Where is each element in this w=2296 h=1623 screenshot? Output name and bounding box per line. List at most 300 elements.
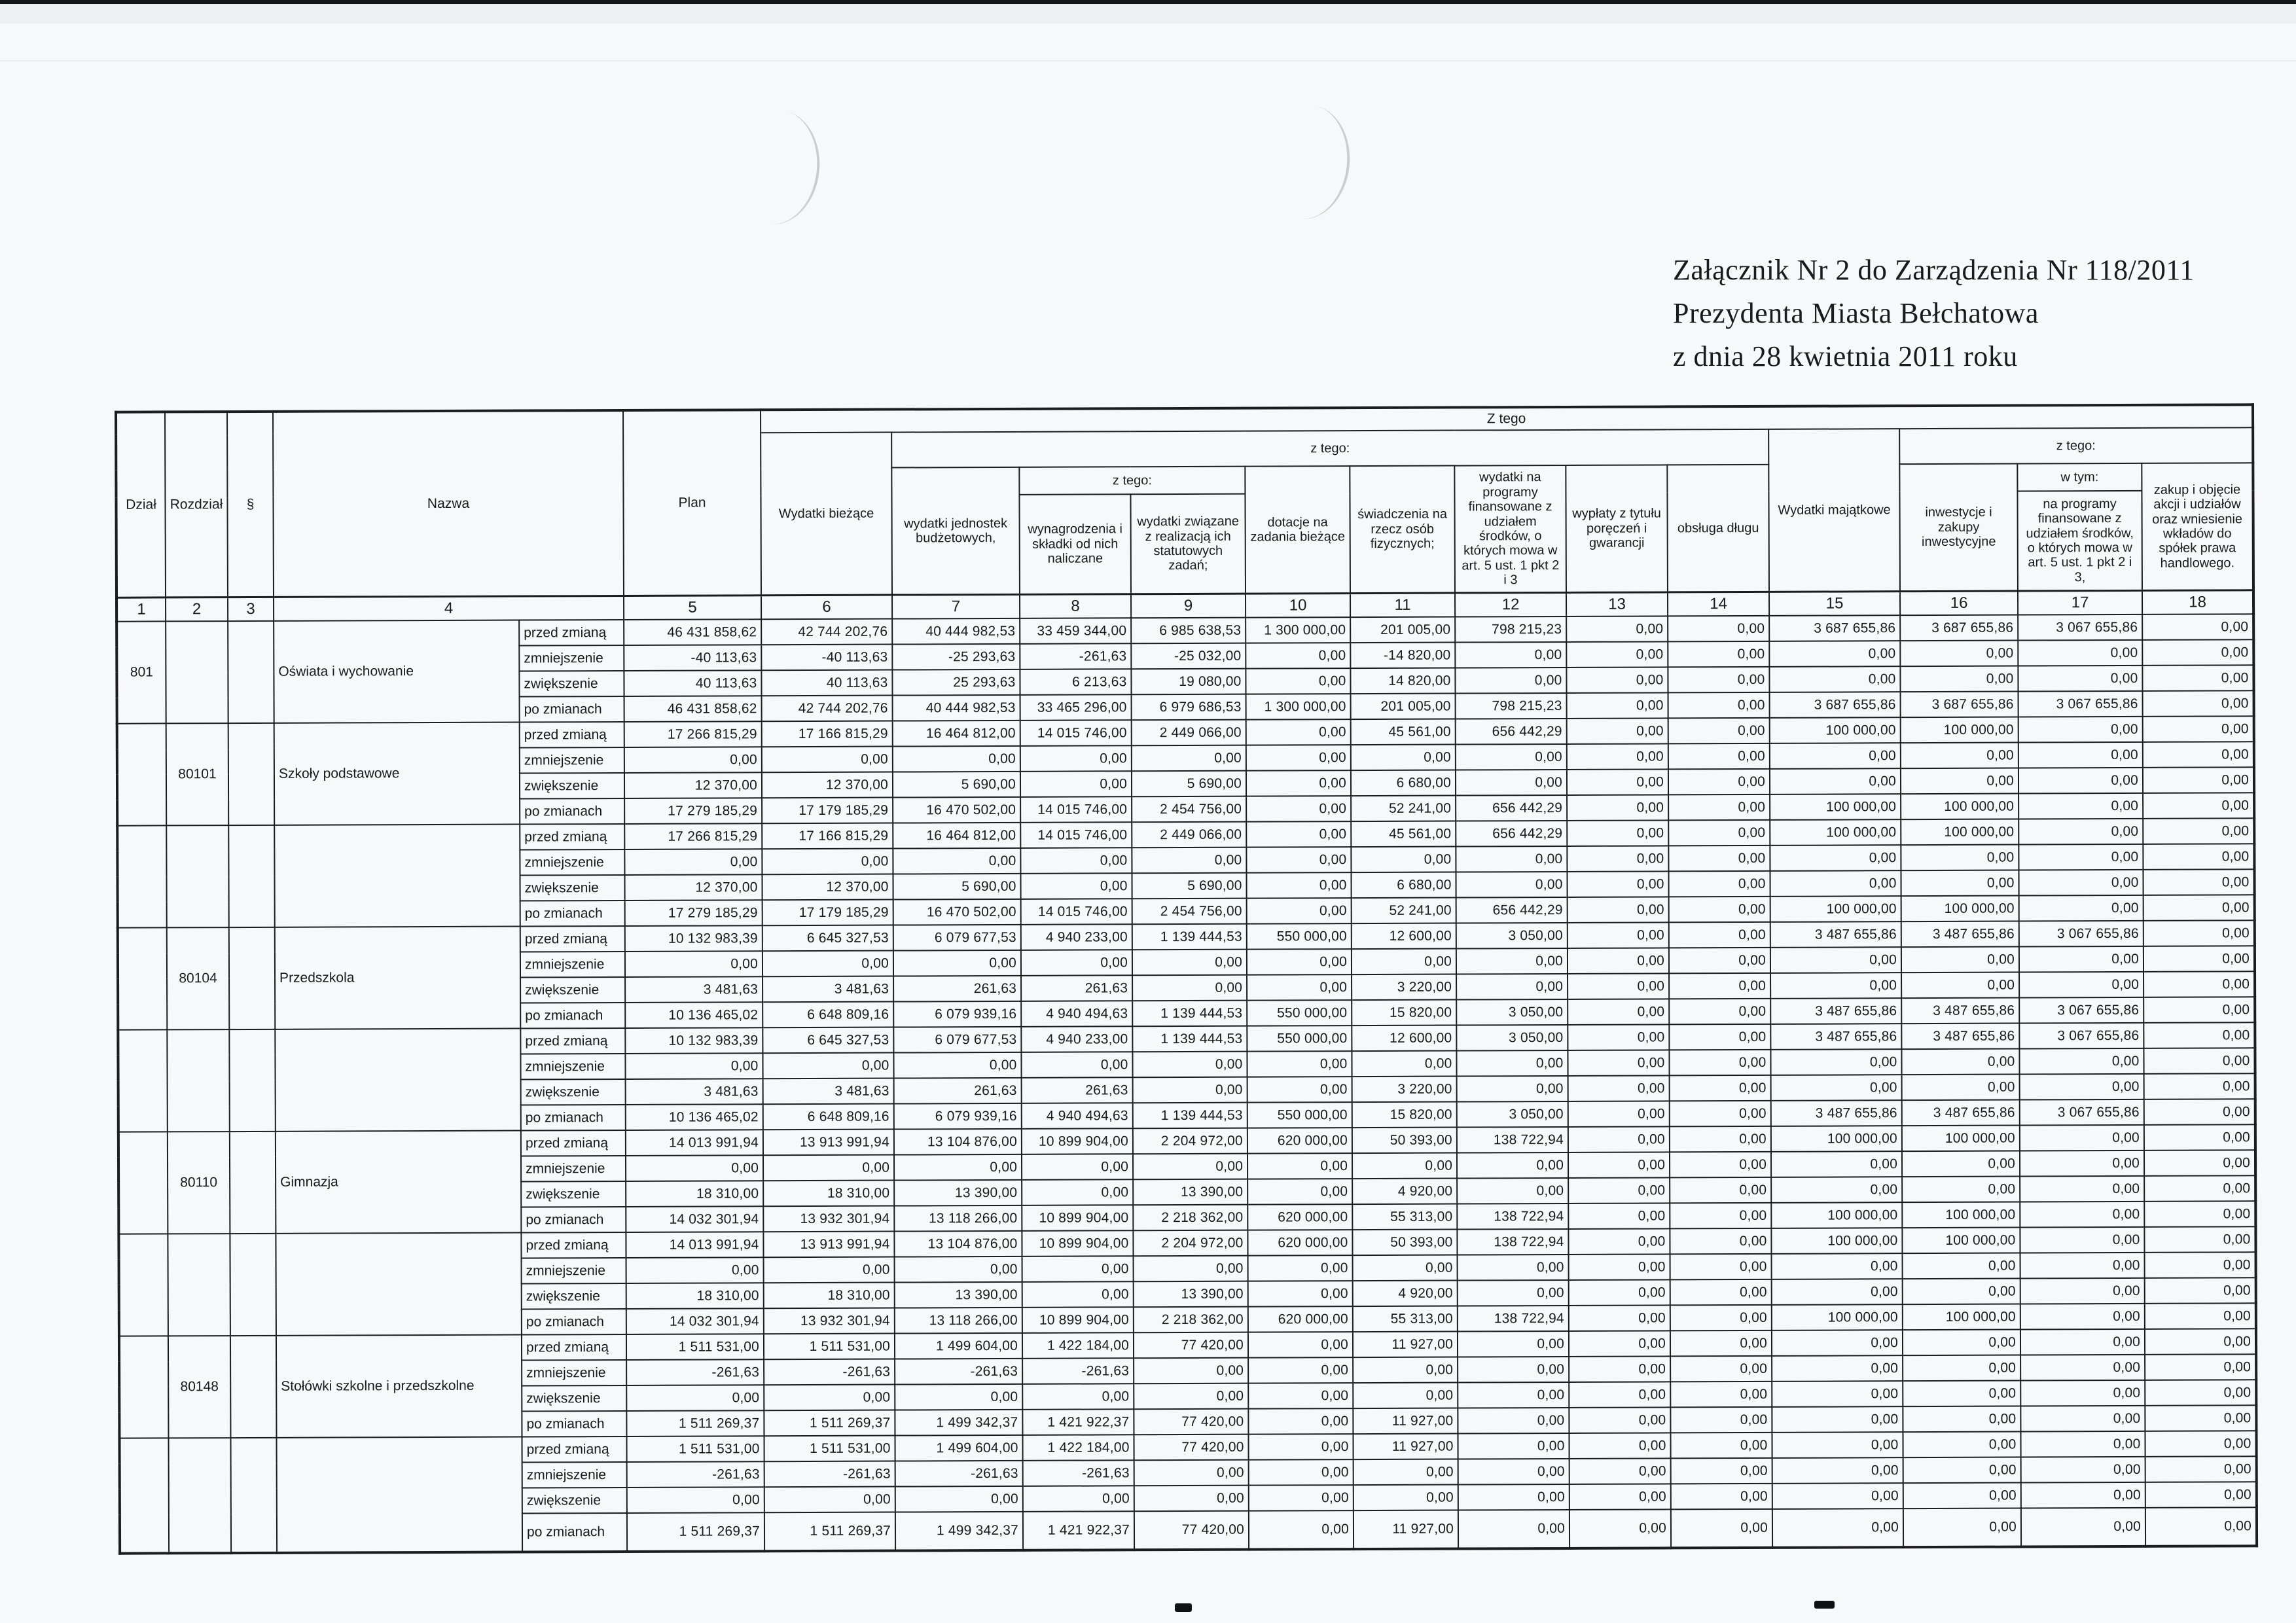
row-type-label: zmniejszenie xyxy=(521,1156,626,1182)
value-cell: 0,00 xyxy=(1569,1330,1670,1357)
row-type-label: przed zmianą xyxy=(521,1232,626,1258)
title-line-2: Prezydenta Miasta Bełchatowa xyxy=(1673,297,2039,329)
header-programy-majatkowe: na programy finansowane z udziałem środków, o których mowa w art. 5 ust. 1 pkt 2 i 3, xyxy=(2017,491,2142,591)
value-cell: 620 000,00 xyxy=(1247,1230,1352,1256)
group-nazwa-cell xyxy=(274,825,520,927)
value-cell: 3 220,00 xyxy=(1352,974,1456,1001)
value-cell: 0,00 xyxy=(1457,1076,1568,1102)
value-cell: 33 465 296,00 xyxy=(1020,694,1132,721)
header-wydatki-statutowe: wydatki związane z realizacją ich statutowych zadań; xyxy=(1130,494,1246,594)
value-cell: 201 005,00 xyxy=(1350,617,1455,643)
value-cell: 100 000,00 xyxy=(1902,1126,2020,1152)
value-cell: 0,00 xyxy=(2143,741,2254,768)
value-cell: 0,00 xyxy=(1670,1177,1771,1204)
value-cell: 0,00 xyxy=(1022,1383,1134,1410)
value-cell: 0,00 xyxy=(1772,1483,1903,1509)
value-cell: 17 166 815,29 xyxy=(762,721,893,747)
value-cell: 1 511 531,00 xyxy=(627,1436,764,1462)
value-cell: 0,00 xyxy=(1668,769,1770,795)
value-cell: 40 444 982,53 xyxy=(893,695,1020,721)
value-cell: 0,00 xyxy=(1020,771,1132,797)
value-cell: 14 032 301,94 xyxy=(626,1308,764,1334)
value-cell: 0,00 xyxy=(1567,820,1668,846)
group-paragraf-cell xyxy=(230,1132,276,1234)
value-cell: 0,00 xyxy=(2142,614,2253,640)
value-cell: 0,00 xyxy=(1352,1051,1456,1077)
value-cell: 0,00 xyxy=(1570,1509,1671,1548)
value-cell: 0,00 xyxy=(1566,616,1668,642)
value-cell: 0,00 xyxy=(1902,1177,2020,1203)
group-rozdzial-cell xyxy=(167,1029,230,1132)
value-cell: 5 690,00 xyxy=(893,772,1020,798)
row-type-label: po zmianach xyxy=(520,1003,625,1029)
value-cell: 0,00 xyxy=(1569,1407,1670,1433)
group-paragraf-cell xyxy=(228,825,275,927)
value-cell: 6 079 677,53 xyxy=(893,1027,1021,1053)
document-title xyxy=(1673,249,2275,378)
value-cell: 6 079 677,53 xyxy=(893,925,1021,951)
value-cell: 798 215,23 xyxy=(1456,693,1567,719)
header-z-tego: Z tego xyxy=(761,404,2253,433)
col-number: 17 xyxy=(2018,590,2142,615)
group-rozdzial-cell xyxy=(168,1234,230,1336)
value-cell: 0,00 xyxy=(1456,744,1567,770)
value-cell: 0,00 xyxy=(2144,1201,2255,1227)
value-cell: 19 080,00 xyxy=(1131,669,1246,695)
value-cell: 17 266 815,29 xyxy=(624,721,762,747)
value-cell: 0,00 xyxy=(2145,1405,2256,1431)
value-cell: 0,00 xyxy=(1569,1279,1670,1306)
value-cell: 0,00 xyxy=(1352,949,1456,975)
value-cell: -261,63 xyxy=(627,1461,764,1488)
value-cell: 0,00 xyxy=(2020,1431,2145,1457)
value-cell: 1 511 531,00 xyxy=(764,1334,895,1360)
value-cell: 0,00 xyxy=(895,1384,1022,1410)
row-type-label: po zmianach xyxy=(520,696,624,722)
value-cell: 0,00 xyxy=(2020,1329,2145,1355)
value-cell: 0,00 xyxy=(1456,974,1568,1000)
value-cell: 0,00 xyxy=(1456,1050,1568,1077)
value-cell: 0,00 xyxy=(1770,743,1901,769)
group-paragraf-cell xyxy=(229,927,276,1029)
title-line-3: z dnia 28 kwietnia 2011 roku xyxy=(1673,340,2018,372)
value-cell: 17 279 185,29 xyxy=(625,900,762,926)
col-number: 13 xyxy=(1566,592,1668,616)
table-header xyxy=(116,404,2253,621)
value-cell: 17 279 185,29 xyxy=(624,798,762,824)
value-cell: 0,00 xyxy=(1134,1486,1249,1512)
value-cell: 0,00 xyxy=(1248,1357,1353,1383)
value-cell: 52 241,00 xyxy=(1351,796,1456,822)
row-type-label: zmniejszenie xyxy=(522,1360,626,1386)
value-cell: 0,00 xyxy=(2020,1125,2144,1151)
value-cell: 46 431 858,62 xyxy=(624,696,762,722)
value-cell: 1 139 444,53 xyxy=(1132,1026,1247,1052)
value-cell: 6 680,00 xyxy=(1351,770,1456,796)
value-cell: 0,00 xyxy=(1457,1178,1568,1204)
value-cell: 0,00 xyxy=(1022,1179,1133,1205)
value-cell: 100 000,00 xyxy=(1770,717,1901,743)
value-cell: 6 985 638,53 xyxy=(1131,618,1246,644)
value-cell: 13 932 301,94 xyxy=(764,1308,895,1334)
value-cell: 3 067 655,86 xyxy=(2019,1023,2144,1049)
value-cell: 6 079 939,16 xyxy=(893,1001,1021,1027)
value-cell: 0,00 xyxy=(1772,1432,1903,1458)
value-cell: 0,00 xyxy=(1668,692,1770,719)
group-paragraf-cell xyxy=(228,621,274,723)
row-type-label: zmniejszenie xyxy=(520,747,624,774)
value-cell: 0,00 xyxy=(762,1053,893,1079)
value-cell: 3 487 655,86 xyxy=(1902,1100,2020,1126)
value-cell: 0,00 xyxy=(2143,767,2254,793)
value-cell: 0,00 xyxy=(1770,1049,1901,1075)
value-cell: 16 470 502,00 xyxy=(893,899,1021,925)
value-cell: 0,00 xyxy=(1458,1382,1569,1408)
value-cell: 0,00 xyxy=(1020,745,1132,772)
value-cell: 0,00 xyxy=(1353,1383,1458,1409)
value-cell: 3 481,63 xyxy=(626,1079,763,1105)
value-cell: 100 000,00 xyxy=(1770,819,1901,846)
value-cell: 14 013 991,94 xyxy=(626,1232,763,1258)
row-type-label: przed zmianą xyxy=(520,824,624,850)
value-cell: 550 000,00 xyxy=(1247,1026,1352,1052)
row-type-label: zmniejszenie xyxy=(519,645,624,671)
value-cell: 0,00 xyxy=(2018,640,2142,666)
row-type-label: zmniejszenie xyxy=(520,1054,625,1080)
value-cell: 42 744 202,76 xyxy=(761,619,892,645)
value-cell: 0,00 xyxy=(1668,667,1769,693)
value-cell: 798 215,23 xyxy=(1455,616,1566,643)
col-number: 3 xyxy=(228,597,274,621)
group-nazwa-cell: Przedszkola xyxy=(275,927,521,1029)
value-cell: 0,00 xyxy=(2144,1150,2255,1176)
value-cell: 3 067 655,86 xyxy=(2018,691,2143,717)
header-swiadczenia: świadczenia na rzecz osób fizycznych; xyxy=(1350,466,1455,594)
value-cell: 0,00 xyxy=(1671,1509,1772,1548)
value-cell: 0,00 xyxy=(2020,1253,2145,1279)
value-cell: 0,00 xyxy=(626,1155,763,1181)
value-cell: 0,00 xyxy=(1903,1355,2020,1382)
value-cell: 100 000,00 xyxy=(1902,1228,2020,1254)
value-cell: 0,00 xyxy=(1566,641,1668,668)
value-cell: 12 600,00 xyxy=(1352,923,1456,950)
value-cell: 15 820,00 xyxy=(1352,1000,1456,1026)
value-cell: 0,00 xyxy=(1568,1152,1670,1178)
col-number: 11 xyxy=(1350,593,1455,617)
scan-bottom-mark xyxy=(1175,1603,1192,1612)
value-cell: 0,00 xyxy=(2018,844,2143,870)
value-cell: 3 050,00 xyxy=(1456,999,1568,1026)
col-number: 5 xyxy=(624,596,761,620)
value-cell: 0,00 xyxy=(1567,794,1668,821)
value-cell: 0,00 xyxy=(1772,1457,1903,1484)
value-cell: 261,63 xyxy=(1021,975,1132,1001)
value-cell: 3 487 655,86 xyxy=(1901,998,2019,1024)
group-rozdzial-cell xyxy=(166,825,229,927)
value-cell: 1 511 269,37 xyxy=(627,1512,764,1552)
value-cell: 5 690,00 xyxy=(1132,771,1246,797)
value-cell: 0,00 xyxy=(1568,922,1669,948)
value-cell: 0,00 xyxy=(1568,1101,1670,1127)
row-type-label: zwiększenie xyxy=(521,1079,626,1105)
value-cell: -261,63 xyxy=(895,1461,1023,1487)
value-cell: 201 005,00 xyxy=(1351,694,1456,720)
value-cell: 100 000,00 xyxy=(1901,896,2019,922)
value-cell: 14 015 746,00 xyxy=(1020,796,1132,823)
scan-edge-band xyxy=(0,4,2296,24)
value-cell: 0,00 xyxy=(1769,666,1900,692)
group-paragraf-cell xyxy=(230,1438,277,1553)
value-cell: 4 940 233,00 xyxy=(1021,924,1132,950)
value-cell: 0,00 xyxy=(1569,1254,1670,1280)
value-cell: -14 820,00 xyxy=(1350,643,1455,669)
value-cell: 0,00 xyxy=(2143,716,2254,742)
value-cell: 15 820,00 xyxy=(1352,1102,1457,1128)
value-cell: 0,00 xyxy=(1900,641,2018,667)
header-plan: Plan xyxy=(623,410,761,596)
value-cell: -261,63 xyxy=(1022,1358,1134,1384)
group-rozdzial-cell: 80148 xyxy=(168,1336,231,1438)
value-cell: 0,00 xyxy=(894,1154,1022,1181)
header-wydatki-majatkowe: Wydatki majątkowe xyxy=(1768,429,1900,592)
value-cell: 0,00 xyxy=(1901,1049,2019,1075)
value-cell: 0,00 xyxy=(2143,869,2254,895)
value-cell: -261,63 xyxy=(895,1359,1022,1385)
value-cell: 0,00 xyxy=(1668,641,1769,668)
value-cell: 0,00 xyxy=(1353,1255,1458,1281)
value-cell: 0,00 xyxy=(1670,1101,1771,1127)
row-type-label: po zmianach xyxy=(522,1309,626,1335)
value-cell: 0,00 xyxy=(2018,717,2143,743)
value-cell: 0,00 xyxy=(2145,1303,2256,1329)
value-cell: 0,00 xyxy=(1132,847,1246,874)
group-paragraf-cell xyxy=(229,1029,276,1132)
value-cell: 0,00 xyxy=(2143,690,2254,717)
value-cell: 100 000,00 xyxy=(1771,1202,1902,1228)
value-cell: 0,00 xyxy=(1246,847,1351,873)
value-cell: 550 000,00 xyxy=(1247,1000,1352,1026)
value-cell: 2 454 756,00 xyxy=(1132,899,1247,925)
scan-faint-line xyxy=(0,60,2296,62)
value-cell: 11 927,00 xyxy=(1353,1332,1458,1358)
value-cell: 1 511 269,37 xyxy=(764,1410,895,1436)
value-cell: 0,00 xyxy=(1670,1075,1771,1101)
value-cell: 0,00 xyxy=(2020,1202,2144,1228)
value-cell: 620 000,00 xyxy=(1248,1306,1353,1332)
value-cell: 550 000,00 xyxy=(1247,923,1352,950)
value-cell: -261,63 xyxy=(764,1359,895,1385)
value-cell: 0,00 xyxy=(1020,847,1132,874)
value-cell: 12 370,00 xyxy=(625,874,762,901)
value-cell: 3 487 655,86 xyxy=(1771,1100,1902,1126)
value-cell: 261,63 xyxy=(893,976,1021,1002)
header-obsluga-dlugu: obsługa długu xyxy=(1667,465,1769,592)
value-cell: 0,00 xyxy=(1668,743,1770,770)
row-type-label: zwiększenie xyxy=(520,773,624,799)
group-rozdzial-cell xyxy=(168,1438,231,1553)
value-cell: 1 139 444,53 xyxy=(1132,924,1247,950)
row-type-label: po zmianach xyxy=(521,1207,626,1233)
value-cell: 100 000,00 xyxy=(1902,1202,2020,1228)
value-cell: 0,00 xyxy=(2144,1099,2255,1125)
value-cell: 0,00 xyxy=(1901,972,2019,999)
value-cell: 0,00 xyxy=(1568,1228,1670,1255)
value-cell: 16 464 812,00 xyxy=(893,823,1020,849)
value-cell: 100 000,00 xyxy=(1901,794,2018,820)
value-cell: 12 370,00 xyxy=(762,874,893,901)
value-cell: 6 213,63 xyxy=(1020,669,1131,695)
value-cell: 0,00 xyxy=(1772,1355,1903,1382)
row-type-label: przed zmianą xyxy=(522,1334,626,1361)
value-cell: 0,00 xyxy=(1570,1458,1671,1484)
value-cell: 100 000,00 xyxy=(1901,717,2018,743)
col-number: 15 xyxy=(1769,592,1900,616)
value-cell: 10 132 983,39 xyxy=(625,925,762,952)
value-cell: 0,00 xyxy=(1456,948,1568,974)
value-cell: 0,00 xyxy=(1568,1203,1670,1229)
value-cell: 0,00 xyxy=(2144,1048,2255,1074)
row-type-label: zwiększenie xyxy=(520,977,625,1003)
value-cell: 0,00 xyxy=(1021,873,1132,899)
row-type-label: po zmianach xyxy=(520,901,625,927)
value-cell: 0,00 xyxy=(1458,1331,1569,1357)
value-cell: 40 113,63 xyxy=(761,670,892,696)
value-cell: 4 920,00 xyxy=(1353,1281,1458,1307)
value-cell: 0,00 xyxy=(2021,1457,2145,1483)
value-cell: 0,00 xyxy=(2145,1252,2256,1278)
value-cell: 2 449 066,00 xyxy=(1132,822,1246,848)
value-cell: 0,00 xyxy=(1903,1457,2021,1484)
value-cell: 0,00 xyxy=(1772,1279,1903,1305)
value-cell: 0,00 xyxy=(2145,1431,2256,1457)
value-cell: 0,00 xyxy=(1903,1279,2020,1305)
value-cell: 0,00 xyxy=(1568,1050,1669,1076)
value-cell: 1 511 531,00 xyxy=(626,1334,764,1360)
value-cell: 0,00 xyxy=(1670,1305,1772,1331)
value-cell: 0,00 xyxy=(2143,844,2254,870)
value-cell: 3 687 655,86 xyxy=(1901,692,2018,718)
value-cell: 0,00 xyxy=(2145,1354,2256,1380)
value-cell: 0,00 xyxy=(1668,616,1769,642)
value-cell: 0,00 xyxy=(2144,1073,2255,1099)
value-cell: 0,00 xyxy=(893,1052,1021,1079)
value-cell: 10 132 983,39 xyxy=(625,1027,762,1054)
value-cell: 0,00 xyxy=(1022,1281,1134,1308)
value-cell: 46 431 858,62 xyxy=(624,619,761,645)
value-cell: 4 940 233,00 xyxy=(1021,1026,1132,1052)
value-cell: 0,00 xyxy=(1566,667,1668,693)
value-cell: 0,00 xyxy=(1455,642,1566,668)
value-cell: 0,00 xyxy=(2020,1176,2144,1202)
scan-artifact-curve xyxy=(1256,100,1355,223)
value-cell: 0,00 xyxy=(1456,846,1567,872)
value-cell: 0,00 xyxy=(1354,1459,1458,1486)
value-cell: 17 266 815,29 xyxy=(624,823,762,849)
value-cell: 0,00 xyxy=(1570,1484,1671,1510)
value-cell: 3 050,00 xyxy=(1456,923,1568,949)
row-type-label: zmniejszenie xyxy=(522,1258,626,1284)
value-cell: 0,00 xyxy=(626,1385,764,1411)
value-cell: 0,00 xyxy=(1568,1126,1670,1152)
value-cell: 3 687 655,86 xyxy=(1770,692,1901,718)
value-cell: 0,00 xyxy=(1670,1254,1772,1280)
group-nazwa-cell: Szkoły podstawowe xyxy=(274,722,520,825)
value-cell: 0,00 xyxy=(1458,1357,1569,1383)
value-cell: 0,00 xyxy=(2145,1380,2256,1406)
value-cell: 0,00 xyxy=(1132,745,1246,772)
value-cell: 0,00 xyxy=(1458,1255,1569,1281)
group-paragraf-cell xyxy=(230,1336,277,1438)
value-cell: 11 927,00 xyxy=(1353,1408,1458,1435)
value-cell: 1 139 444,53 xyxy=(1133,1103,1247,1129)
value-cell: 100 000,00 xyxy=(1770,794,1901,820)
value-cell: 0,00 xyxy=(1772,1253,1903,1279)
value-cell: 1 511 531,00 xyxy=(764,1436,895,1462)
value-cell: 25 293,63 xyxy=(892,669,1020,696)
col-number: 12 xyxy=(1455,592,1566,616)
value-cell: -25 293,63 xyxy=(892,644,1020,670)
value-cell: -261,63 xyxy=(626,1359,764,1385)
value-cell: 3 067 655,86 xyxy=(2018,615,2142,641)
value-cell: -261,63 xyxy=(764,1461,895,1488)
value-cell: 0,00 xyxy=(2145,1456,2257,1482)
value-cell: 6 645 327,53 xyxy=(762,925,893,952)
value-cell: 100 000,00 xyxy=(1770,896,1901,922)
value-cell: 0,00 xyxy=(1670,1433,1772,1459)
value-cell: 0,00 xyxy=(1670,1152,1771,1178)
value-cell: 4 920,00 xyxy=(1352,1179,1457,1205)
row-type-label: zwiększenie xyxy=(521,1181,626,1207)
group-rozdzial-cell: 80110 xyxy=(168,1132,230,1234)
value-cell: 0,00 xyxy=(1246,821,1351,847)
value-cell: 0,00 xyxy=(2018,666,2142,692)
value-cell: 0,00 xyxy=(1670,1330,1772,1357)
value-cell: 0,00 xyxy=(1246,668,1350,694)
value-cell: 13 390,00 xyxy=(894,1180,1022,1206)
value-cell: 0,00 xyxy=(2144,1226,2255,1253)
value-cell: 3 487 655,86 xyxy=(1770,1024,1901,1050)
row-type-label: zmniejszenie xyxy=(520,849,624,876)
value-cell: 40 113,63 xyxy=(624,670,761,696)
value-cell: 0,00 xyxy=(1567,846,1668,872)
value-cell: 6 680,00 xyxy=(1351,872,1456,899)
value-cell: 10 899 904,00 xyxy=(1022,1128,1133,1154)
value-cell: 0,00 xyxy=(1247,1077,1352,1103)
value-cell: 0,00 xyxy=(1247,898,1352,924)
row-type-label: przed zmianą xyxy=(520,1028,625,1054)
value-cell: 3 487 655,86 xyxy=(1901,921,2019,948)
value-cell: 0,00 xyxy=(1458,1484,1570,1510)
value-cell: 0,00 xyxy=(1903,1406,2020,1433)
value-cell: 3 487 655,86 xyxy=(1770,998,1901,1024)
value-cell: 0,00 xyxy=(626,1257,764,1283)
value-cell: 0,00 xyxy=(2144,946,2255,972)
value-cell: 13 118 266,00 xyxy=(894,1205,1022,1232)
col-number: 14 xyxy=(1668,592,1769,616)
value-cell: 0,00 xyxy=(1668,794,1770,821)
value-cell: 0,00 xyxy=(1569,1433,1670,1459)
value-cell: 138 722,94 xyxy=(1457,1204,1568,1230)
value-cell: 0,00 xyxy=(2020,1355,2145,1381)
value-cell: 0,00 xyxy=(1772,1381,1903,1407)
value-cell: 0,00 xyxy=(1903,1483,2021,1509)
value-cell: 0,00 xyxy=(1246,796,1351,822)
value-cell: 0,00 xyxy=(1132,950,1247,976)
value-cell: 0,00 xyxy=(2142,639,2253,666)
value-cell: 0,00 xyxy=(1901,768,2018,794)
value-cell: 0,00 xyxy=(1134,1460,1249,1486)
group-rozdzial-cell xyxy=(166,621,228,723)
